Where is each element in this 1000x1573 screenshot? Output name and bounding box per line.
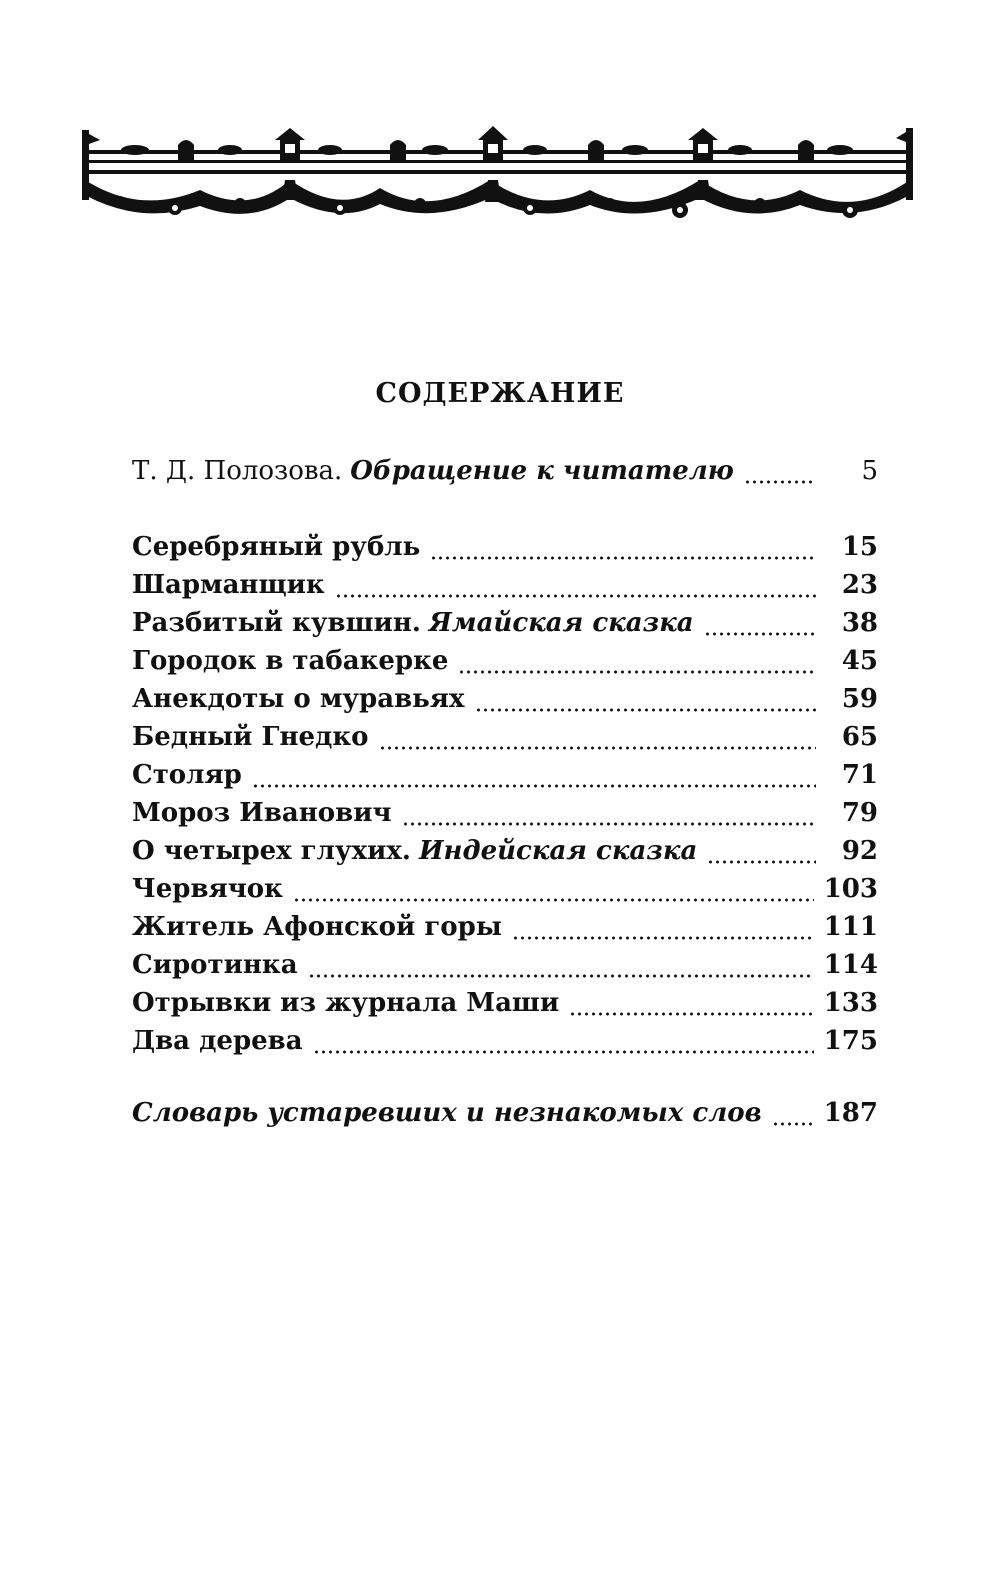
page-title: СОДЕРЖАНИЕ xyxy=(375,378,625,409)
toc-dictionary-section xyxy=(132,1098,878,1136)
toc-entry xyxy=(132,912,878,950)
toc-entry-intro xyxy=(132,456,878,494)
toc-entry-title: Разбитый кувшин. xyxy=(132,608,421,638)
toc-main-list xyxy=(132,532,878,1064)
dot-leader xyxy=(308,974,814,978)
toc-entry-title: Два дерева xyxy=(132,1026,303,1056)
toc-entry xyxy=(132,608,878,646)
toc-entry xyxy=(132,836,878,874)
toc-entry-page: 59 xyxy=(841,684,878,714)
toc-intro-section xyxy=(132,456,878,494)
toc-entry xyxy=(132,798,878,836)
toc-entry-page: 45 xyxy=(841,646,878,676)
dot-leader xyxy=(379,746,817,750)
toc-entry-page: 5 xyxy=(861,456,878,486)
toc-entry xyxy=(132,722,878,760)
toc-entry-title: Анекдоты о муравьях xyxy=(132,684,465,714)
dot-leader xyxy=(430,556,816,560)
toc-entry-author: Т. Д. Полозова. xyxy=(132,456,343,486)
toc-entry-page: 38 xyxy=(841,608,878,638)
toc-entry-page: 71 xyxy=(841,760,878,790)
toc-entry xyxy=(132,532,878,570)
toc-entry-title: О четырех глухих. xyxy=(132,836,411,866)
toc-entry-page: 79 xyxy=(841,798,878,828)
toc-entry-title: Житель Афонской горы xyxy=(132,912,502,942)
toc-entry xyxy=(132,874,878,912)
toc-entry-subtitle: Ямайская сказка xyxy=(428,608,694,638)
dot-leader xyxy=(313,1050,814,1054)
dot-leader xyxy=(252,784,816,788)
dot-leader xyxy=(772,1122,814,1126)
toc-entry-title: Сиротинка xyxy=(132,950,298,980)
dot-leader xyxy=(458,670,816,674)
toc-entry xyxy=(132,950,878,988)
toc-entry-title: Словарь устаревших и незнакомых слов xyxy=(132,1098,762,1128)
toc-entry-title: Обращение к читателю xyxy=(350,456,734,486)
toc-entry-page: 114 xyxy=(823,950,878,980)
toc-entry-subtitle: Индейская сказка xyxy=(418,836,698,866)
toc-entry-page: 65 xyxy=(841,722,878,752)
toc-entry-page: 103 xyxy=(823,874,878,904)
toc-entry-page: 23 xyxy=(841,570,878,600)
toc-entry-title: Бедный Гнедко xyxy=(132,722,369,752)
toc-entry xyxy=(132,684,878,722)
dot-leader xyxy=(475,708,817,712)
toc-entry-title: Шарманщик xyxy=(132,570,325,600)
toc-entry-page: 133 xyxy=(823,988,878,1018)
toc-entry xyxy=(132,1026,878,1064)
toc-entry-dictionary xyxy=(132,1098,878,1136)
toc-entry xyxy=(132,570,878,608)
dot-leader xyxy=(335,594,816,598)
toc-entry-title: Городок в табакерке xyxy=(132,646,449,676)
dot-leader xyxy=(293,898,814,902)
toc-entry-title: Столяр xyxy=(132,760,242,790)
header-ornament-garland xyxy=(80,120,915,225)
toc-entry-page: 92 xyxy=(841,836,878,866)
toc-entry-page: 187 xyxy=(823,1098,878,1128)
dot-leader xyxy=(569,1012,814,1016)
toc-entry xyxy=(132,760,878,798)
toc-entry-page: 15 xyxy=(841,532,878,562)
toc-entry-title: Серебряный рубль xyxy=(132,532,421,562)
toc-entry-title: Отрывки из журнала Маши xyxy=(132,988,560,1018)
toc-entry-page: 111 xyxy=(823,912,878,942)
dot-leader xyxy=(402,822,816,826)
dot-leader xyxy=(512,936,814,940)
toc-entry-title: Червячок xyxy=(132,874,283,904)
toc-entry xyxy=(132,646,878,684)
dot-leader xyxy=(704,632,816,636)
toc-entry xyxy=(132,988,878,1026)
toc-entry-page: 175 xyxy=(823,1026,878,1056)
dot-leader xyxy=(744,480,816,484)
toc-entry-title: Мороз Иванович xyxy=(132,798,392,828)
dot-leader xyxy=(707,860,816,864)
